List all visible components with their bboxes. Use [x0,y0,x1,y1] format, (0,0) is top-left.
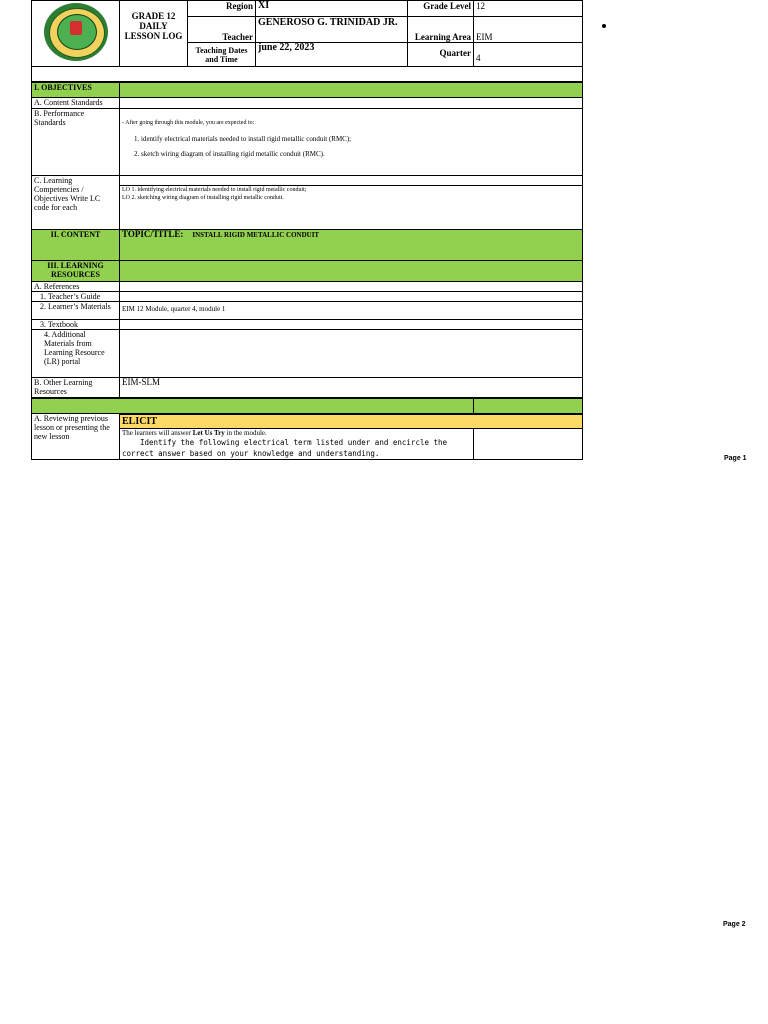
dates-value: june 22, 2023 [256,43,408,67]
learning-area-label: Learning Area [408,17,474,43]
learning-area-value: EIM [474,17,583,43]
dates-label: Teaching Dates and Time [188,43,256,67]
topic-value: INSTALL RIGID METALLIC CONDUIT [192,231,320,239]
learning-resources-heading: III. LEARNING RESOURCES [32,261,120,282]
reviewing-label: A. Reviewing previous lesson or presenting the new lesson [32,414,120,460]
grade-level-label: Grade Level [408,1,474,17]
competencies-label: C. Learning Competencies / Objectives Write LC code for each [32,176,120,230]
textbook-label: 3. Textbook [32,320,120,330]
performance-item: 1. identify electrical materials needed to install rigid metallic conduit (RMC); [134,135,352,143]
elicit-question: Identify the following electrical term listed under and encircle the correct answer based on your knowledge and understanding. [122,438,448,458]
page-1-label: Page 1 [724,455,747,462]
content-standards-label: A. Content Standards [32,98,120,109]
teacher-label: Teacher [188,17,256,43]
bullet-marker [602,24,606,28]
elicit-instruction: The learners will answer Let Us Try in the module. [122,429,267,437]
teacher-value: GENEROSO G. TRINIDAD JR. [256,17,408,43]
page-2-label: Page 2 [723,921,746,928]
lo-2: LO 2. sketching wiring diagram of installing rigid metallic conduit. [122,195,284,201]
quarter-value: 4 [474,43,583,67]
elicit-content [120,429,474,460]
topic-label: TOPIC/TITLE: [122,229,184,239]
region-value: XI [256,1,408,17]
other-resources-label: B. Other Learning Resources [32,378,120,398]
deped-logo-cell [32,1,120,67]
other-resources-value: EIM-SLM [120,378,583,398]
objectives-heading: I. OBJECTIVES [32,82,120,98]
lo-1: LO 1. identifying electrical materials needed to install rigid metallic conduit; [122,187,307,193]
topic-title [120,230,583,261]
region-label: Region [188,1,256,17]
additional-materials-label: 4. Additional Materials from Learning Resource (LR) portal [32,330,120,378]
grade-level-value: 12 [474,1,583,17]
lesson-log-table [31,0,583,460]
teachers-guide-label: 1. Teacher’s Guide [32,292,120,302]
performance-item: 2. sketch wiring diagram of installing rigid metallic conduit (RMC). [134,150,325,158]
quarter-label: Quarter [408,43,474,67]
performance-standards-label: B. Performance Standards [32,109,120,176]
deped-seal-icon [44,3,108,61]
performance-intro: - After going through this module, you are expected to: [122,120,255,126]
learners-materials-value: EIM 12 Module, quarter 4, module 1 [120,302,583,320]
grade-title: GRADE 12 DAILY LESSON LOG [120,1,188,67]
learning-objectives [120,186,583,230]
performance-standards-content [120,109,583,176]
lesson-log-page [31,0,582,460]
elicit-heading: ELICIT [120,414,583,429]
content-heading: II. CONTENT [32,230,120,261]
learners-materials-label: 2. Learner’s Materials [32,302,120,320]
references-label: A. References [32,282,120,292]
